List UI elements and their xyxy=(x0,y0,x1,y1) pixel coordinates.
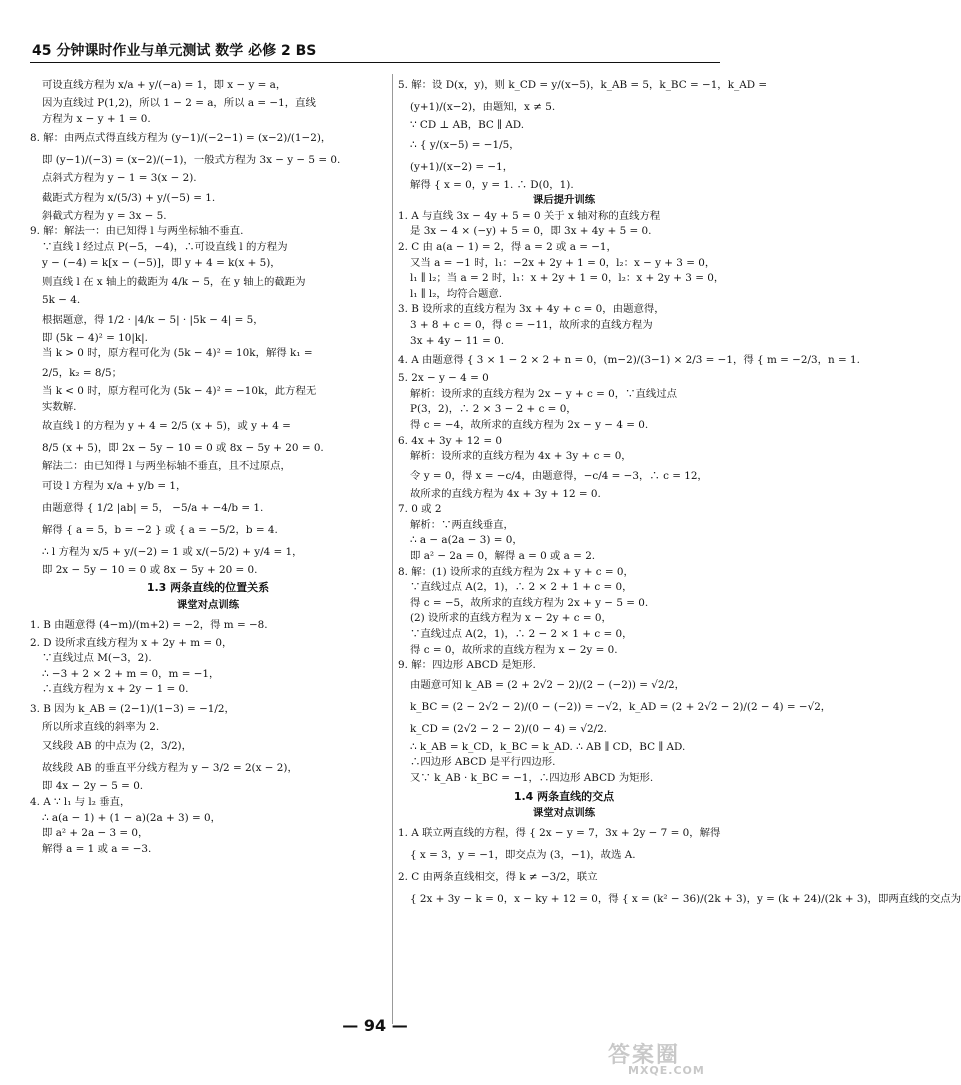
text-line: 截距式方程为 x/(5/3) + y/(−5) = 1. xyxy=(42,191,216,204)
text-line: 是 3x − 4 × (−y) + 5 = 0，即 3x + 4y + 5 = 0. xyxy=(410,225,652,238)
text-line: 由题意可知 k_AB = (2 + 2√2 − 2)/(2 − (−2)) = √2/2， xyxy=(410,678,685,691)
text-line: l₁ ∥ l₂；当 a = 2 时，l₁：x + 2y + 1 = 0，l₂：x + 2y + 3 = 0， xyxy=(410,272,725,285)
text-line: { x = 3，y = −1，即交点为 (3，−1)，故选 A. xyxy=(410,848,636,861)
text-line: 由题意得 { 1/2 |ab| = 5， −5/a + −4/b = 1. xyxy=(42,501,264,514)
text-line: 当 k > 0 时，原方程可化为 (5k − 4)² = 10k，解得 k₁ = xyxy=(42,347,313,360)
text-line: 3. B 因为 k_AB = (2−1)/(1−3) = −1/2， xyxy=(30,702,235,715)
text-line: 可设 l 方程为 x/a + y/b = 1， xyxy=(42,479,187,492)
text-line: 点斜式方程为 y − 1 = 3(x − 2). xyxy=(42,172,197,185)
text-line: ∵直线过点 M(−3，2). xyxy=(42,652,152,665)
text-line: 2/5，k₂ = 8/5； xyxy=(42,366,122,379)
text-line: ∵直线过点 A(2，1)，∴ 2 − 2 × 1 + c = 0， xyxy=(410,628,633,641)
text-line: 根据题意，得 1/2 · |4/k − 5| · |5k − 4| = 5， xyxy=(42,313,264,326)
text-line: ∴ a − a(2a − 3) = 0， xyxy=(410,534,523,547)
text-line: 4. A 由题意得 { 3 × 1 − 2 × 2 + n = 0，(m−2)/(3−1) × 2/3 = −1，得 { m = −2/3，n = 1. xyxy=(398,354,860,367)
text-line: ∵直线过点 A(2，1)，∴ 2 × 2 + 1 + c = 0， xyxy=(410,581,633,594)
text-line: 解析：∵两直线垂直， xyxy=(410,518,514,531)
watermark-url: MXQE.COM xyxy=(628,1064,705,1077)
text-line: ∴ a(a − 1) + (1 − a)(2a + 3) = 0， xyxy=(42,811,222,824)
text-line: ∴ k_AB = k_CD，k_BC = k_AD. ∴ AB ∥ CD，BC ∥ AD. xyxy=(410,740,686,753)
text-line: 解法二：由已知得 l 与两坐标轴不垂直，且不过原点， xyxy=(42,460,291,473)
text-line: ∴四边形 ABCD 是平行四边形. xyxy=(410,756,556,769)
text-line: 斜截式方程为 y = 3x − 5. xyxy=(42,209,167,222)
text-line: 即 a² + 2a − 3 = 0， xyxy=(42,827,149,840)
left-column xyxy=(30,74,386,1034)
text-line: 得 c = −4，故所求的直线方程为 2x − y − 4 = 0. xyxy=(410,418,649,431)
text-line: 可设直线方程为 x/a + y/(−a) = 1，即 x − y = a， xyxy=(42,79,287,91)
text-line: ∵直线 l 经过点 P(−5，−4)，∴可设直线 l 的方程为 xyxy=(42,240,288,253)
text-line: 1. B 由题意得 (4−m)/(m+2) = −2，得 m = −8. xyxy=(30,618,268,631)
text-line: (y+1)/(x−2) = −1， xyxy=(410,160,514,173)
text-line: 又∵ k_AB · k_BC = −1，∴四边形 ABCD 为矩形. xyxy=(410,772,654,784)
text-line: ∴ l 方程为 x/5 + y/(−2) = 1 或 x/(−5/2) + y/4 = 1， xyxy=(42,545,303,558)
text-line: k_BC = (2 − 2√2 − 2)/(0 − (−2)) = −√2，k_AD = (2 + 2√2 − 2)/(2 − 4) = −√2， xyxy=(410,700,832,713)
header-title: 45 分钟课时作业与单元测试 数学 必修 2 BS xyxy=(32,43,317,59)
text-line: 即 (5k − 4)² = 10|k|. xyxy=(42,331,148,344)
text-line: 解得 { x = 0，y = 1. ∴ D(0，1). xyxy=(410,178,574,191)
text-line: (2) 设所求的直线方程为 x − 2y + c = 0， xyxy=(410,612,612,625)
text-line: 所以所求直线的斜率为 2. xyxy=(42,720,160,733)
text-line: 1.4 两条直线的交点 xyxy=(513,789,615,803)
text-line: k_CD = (2√2 − 2 − 2)/(0 − 4) = √2/2. xyxy=(410,722,607,735)
text-line: (y+1)/(x−2)，由题知，x ≠ 5. xyxy=(410,101,556,113)
text-line: 4. A ∵ l₁ 与 l₂ 垂直， xyxy=(30,796,131,809)
text-line: 解得 a = 1 或 a = −3. xyxy=(42,842,152,855)
text-line: { 2x + 3y − k = 0，x − ky + 12 = 0，得 { x = (k² − 36)/(2k + 3)，y = (k + 24)/(2k + 3)，即两直线的交点为 xyxy=(410,892,961,905)
text-line: 解析：设所求的直线方程为 4x + 3y + c = 0， xyxy=(410,450,632,463)
text-line: 实数解. xyxy=(42,400,77,413)
text-line: 又当 a = −1 时，l₁：−2x + 2y + 1 = 0，l₂：x − y + 3 = 0， xyxy=(410,256,716,269)
text-line: 1. A 联立两直线的方程，得 { 2x − y = 7，3x + 2y − 7 = 0，解得 xyxy=(398,826,721,839)
text-line: 得 c = 0，故所求的直线方程为 x − 2y = 0. xyxy=(410,643,618,656)
text-line: 1. A 与直线 3x − 4y + 5 = 0 关于 x 轴对称的直线方程 xyxy=(398,209,661,222)
text-line: 令 y = 0，得 x = −c/4，由题意得，−c/4 = −3，∴ c = 12， xyxy=(410,469,708,482)
text-line: 当 k < 0 时，原方程可化为 (5k − 4)² = −10k，此方程无 xyxy=(42,384,317,397)
text-line: 3. B 设所求的直线方程为 3x + 4y + c = 0，由题意得， xyxy=(398,303,665,316)
text-line: 课后提升训练 xyxy=(532,194,596,207)
column-divider xyxy=(392,74,393,1024)
text-line: ∴直线方程为 x + 2y − 1 = 0. xyxy=(42,683,189,696)
text-line: 解析：设所求的直线方程为 2x − y + c = 0，∵直线过点 xyxy=(410,387,678,400)
text-line: 3 + 8 + c = 0，得 c = −11，故所求的直线方程为 xyxy=(410,318,653,331)
text-line: 8/5 (x + 5)，即 2x − 5y − 10 = 0 或 8x − 5y + 20 = 0. xyxy=(42,442,324,455)
text-line: 2. D 设所求直线方程为 x + 2y + m = 0， xyxy=(30,636,233,649)
text-line: 课堂对点训练 xyxy=(532,807,596,820)
text-line: 5k − 4. xyxy=(42,294,81,307)
text-line: 因为直线过 P(1,2)，所以 1 − 2 = a，所以 a = −1，直线 xyxy=(42,97,316,109)
text-line: 方程为 x − y + 1 = 0. xyxy=(42,112,151,125)
text-line: 8. 解：由两点式得直线方程为 (y−1)/(−2−1) = (x−2)/(1−2)， xyxy=(30,132,332,145)
text-line: ∵ CD ⊥ AB，BC ∥ AD. xyxy=(410,119,525,131)
text-line: ∴ −3 + 2 × 2 + m = 0，m = −1， xyxy=(42,667,220,680)
text-line: l₁ ∥ l₂，均符合题意. xyxy=(410,287,503,300)
text-line: ∴ { y/(x−5) = −1/5， xyxy=(410,138,520,151)
text-line: 6. 4x + 3y + 12 = 0 xyxy=(398,434,502,447)
text-line: 9. 解：解法一：由已知得 l 与两坐标轴不垂直. xyxy=(30,225,244,238)
text-line: 故线段 AB 的垂直平分线方程为 y − 3/2 = 2(x − 2)， xyxy=(42,762,298,775)
text-line: 则直线 l 在 x 轴上的截距为 4/k − 5，在 y 轴上的截距为 xyxy=(42,276,306,289)
right-column xyxy=(398,74,961,1034)
text-line: 解得 { a = 5，b = −2 } 或 { a = −5/2，b = 4. xyxy=(42,523,278,536)
text-line: 得 c = −5，故所求的直线方程为 2x + y − 5 = 0. xyxy=(410,596,649,609)
text-line: y − (−4) = k[x − (−5)]，即 y + 4 = k(x + 5)， xyxy=(42,256,281,269)
text-line: P(3，2)，∴ 2 × 3 − 2 + c = 0， xyxy=(410,403,577,416)
text-line: 故所求的直线方程为 4x + 3y + 12 = 0. xyxy=(410,487,601,500)
text-line: 课堂对点训练 xyxy=(176,598,240,611)
text-line: 即 (y−1)/(−3) = (x−2)/(−1)，一般式方程为 3x − y − 5 = 0. xyxy=(42,154,341,167)
text-line: 7. 0 或 2 xyxy=(398,503,442,516)
page-number: — 94 — xyxy=(342,1016,408,1035)
text-line: 3x + 4y − 11 = 0. xyxy=(410,334,505,347)
text-line: 9. 解：四边形 ABCD 是矩形. xyxy=(398,659,536,672)
watermark-mark: 答案圈 xyxy=(608,1043,681,1068)
text-line: 即 4x − 2y − 5 = 0. xyxy=(42,780,144,793)
text-line: 即 2x − 5y − 10 = 0 或 8x − 5y + 20 = 0. xyxy=(42,563,258,576)
text-line: 1.3 两条直线的位置关系 xyxy=(146,581,270,595)
text-line: 2. C 由 a(a − 1) = 2，得 a = 2 或 a = −1， xyxy=(398,240,617,253)
text-line: 5. 解：设 D(x，y)，则 k_CD = y/(x−5)，k_AB = 5，k_BC = −1，k_AD = xyxy=(398,79,768,91)
text-line: 又线段 AB 的中点为 (2，3/2)， xyxy=(42,740,193,753)
text-line: 即 a² − 2a = 0，解得 a = 0 或 a = 2. xyxy=(410,550,596,563)
text-line: 8. 解：(1) 设所求的直线方程为 2x + y + c = 0， xyxy=(398,565,634,578)
watermark-logo xyxy=(608,1038,736,1078)
page-header xyxy=(30,36,720,63)
text-line: 2. C 由两条直线相交，得 k ≠ −3/2，联立 xyxy=(398,870,598,883)
text-line: 5. 2x − y − 4 = 0 xyxy=(398,372,489,385)
text-line: 故直线 l 的方程为 y + 4 = 2/5 (x + 5)，或 y + 4 = xyxy=(42,420,291,433)
